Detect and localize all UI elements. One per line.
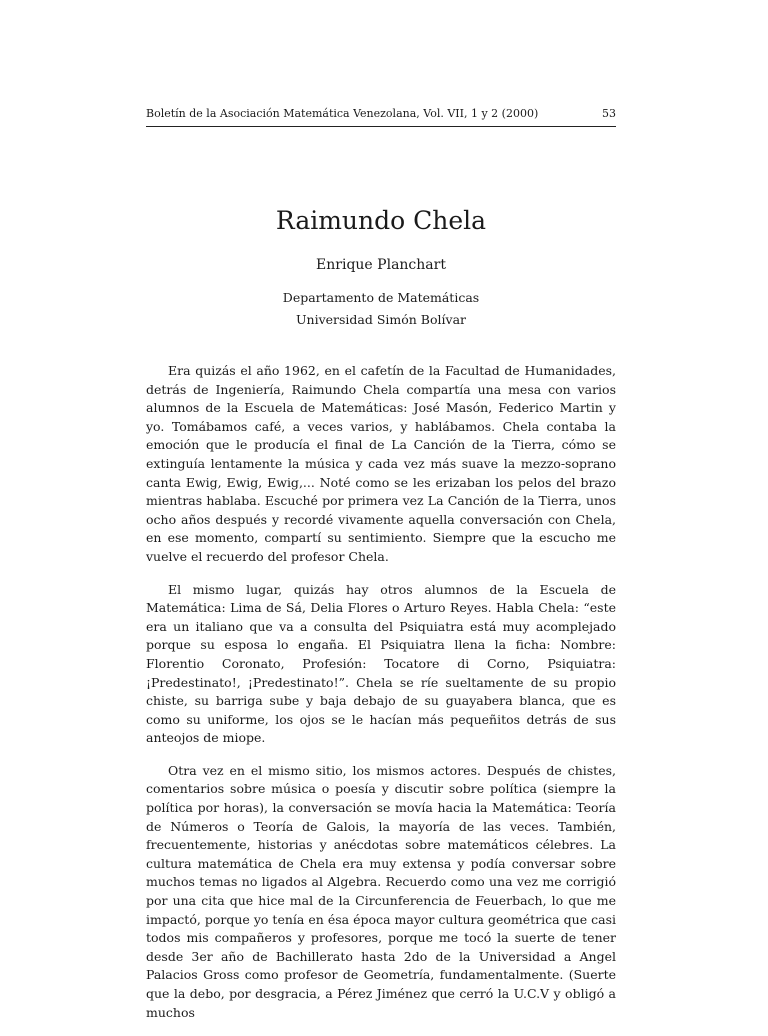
affiliation-university: Universidad Simón Bolívar bbox=[295, 312, 467, 327]
paragraph-3: Otra vez en el mismo sitio, los mismos actores. Después de chistes, comentarios sobre música o poesía y discutir sobre política (siempre la política por horas), la conversación se movía hacia la Matemática: Teoría de Números o Teoría de Galois, la mayoría de las veces. También, frecuentemente, historias y anécdotas sobre matemáticos célebres. La cultura matemática de Chela era muy extensa y podía conversar sobre muchos temas no ligados al Algebra. Recuerdo como una vez me corrigió por una cita que hice mal de la Circunferencia de Feuerbach, lo que me impactó, porque yo tenía en ésa época mayor cultura geométrica que casi todos mis compañeros y profesores, porque me tocó la suerte de tener desde 3er año de Bachillerato hasta 2do de la Universidad a Angel Palacios Gross como profesor de Geometría, fundamentalmente. (Suerte que la debo, por desgracia, a Pérez Jiménez que cerró la U.C.V y obligó a muchos bbox=[146, 762, 616, 1020]
paragraph-1: Era quizás el año 1962, en el cafetín de la Facultad de Humanidades, detrás de Ingeniería, Raimundo Chela compartía una mesa con varios alumnos de la Escuela de Matemáticas: José Masón, Federico Martin y yo. Tomábamos café, a veces varios, y hablábamos. Chela contaba la emoción que le producía el final de La Canción de la Tierra, cómo se extinguía lentamente la música y cada vez más suave la mezzo-soprano canta Ewig, Ewig, Ewig,... Noté como se les erizaban los pelos del brazo mientras hablaba. Escuché por primera vez La Canción de la Tierra, unos ocho años después y recordé vivamente aquella conversación con Chela, en ese momento, compartí su sentimiento. Siempre que la escucho me vuelve el recuerdo del profesor Chela. bbox=[146, 363, 616, 564]
article-body bbox=[146, 362, 616, 1036]
author-name: Enrique Planchart bbox=[316, 257, 446, 273]
journal-citation: Boletín de la Asociación Matemática Venezolana, Vol. VII, 1 y 2 (2000) bbox=[146, 107, 539, 120]
paragraph-2: El mismo lugar, quizás hay otros alumnos de la Escuela de Matemática: Lima de Sá, Delia Flores o Arturo Reyes. Habla Chela: “este era un italiano que va a consulta del Psiquiatra está muy acomplejado porque su esposa lo engaña. El Psiquiatra llena la ficha: Nombre: Florentio Coronato, Profesión: Tocatore di Corno, Psiquiatra: ¡Predestinato!, ¡Predestinato!”. Chela se ríe sueltamente de su propio chiste, su barriga sube y baja debajo de su guayabera blanca, que es como su uniforme, los ojos se le hacían más pequeñitos detrás de sus anteojos de miope. bbox=[146, 581, 616, 746]
page-number: 53 bbox=[602, 107, 616, 120]
header-rule bbox=[146, 126, 616, 127]
article-title: Raimundo Chela bbox=[275, 206, 487, 235]
running-header bbox=[146, 107, 616, 121]
affiliation-department: Departamento de Matemáticas bbox=[282, 290, 480, 305]
